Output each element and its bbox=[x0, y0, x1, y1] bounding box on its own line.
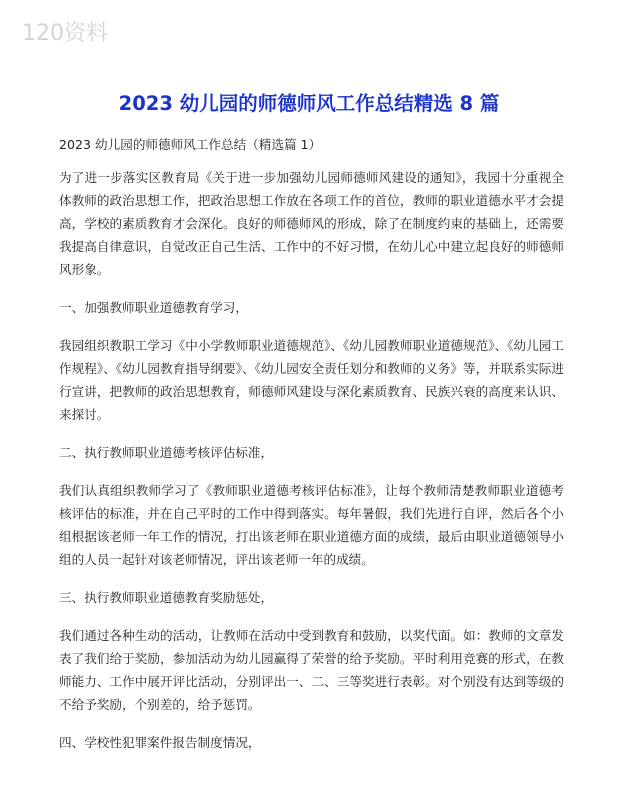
section-heading-1: 一、加强教师职业道德教育学习， bbox=[59, 300, 248, 315]
watermark: 120资料 bbox=[22, 21, 108, 46]
document-body bbox=[59, 133, 564, 769]
section-heading-2: 二、执行教师职业道德考核评估标准， bbox=[59, 445, 274, 460]
section-paragraph-3: 我们通过各种生动的活动，让教师在活动中受到教育和鼓励，以奖代面。如：教师的文章发表了我们给于奖励，参加活动为幼儿园赢得了荣誉的给予奖励。平时利用竞赛的形式，在教师能力、工作中展开评比活动，分别评出一、二、三等奖进行表彰。对个别没有达到等级的不给予奖励，个别差的，给予惩罚。 bbox=[59, 628, 564, 712]
document-title: 2023 幼儿园的师德师风工作总结精选 8 篇 bbox=[118, 92, 500, 115]
section-subtitle: 2023 幼儿园的师德师风工作总结（精选篇 1） bbox=[59, 137, 322, 152]
section-heading-3: 三、执行教师职业道德教育奖励惩处， bbox=[59, 590, 274, 605]
section-paragraph-2: 我们认真组织教师学习了《教师职业道德考核评估标准》，让每个教师清楚教师职业道德考核评估的标准，并在自己平时的工作中得到落实。每年暑假，我们先进行自评，然后各个小组根据该老师一年工作的情况，打出该老师在职业道德方面的成绩，最后由职业道德领导小组的人员一起针对该老师情况，评出该老师一年的成绩。 bbox=[59, 483, 564, 567]
intro-paragraph: 为了进一步落实区教育局《关于进一步加强幼儿园师德师风建设的通知》，我园十分重视全体教师的政治思想工作，把政治思想工作放在各项工作的首位，教师的职业道德水平才会提高，学校的素质教育才会深化。良好的师德师风的形成，除了在制度约束的基础上，还需要我提高自律意识，自觉改正自己生活、工作中的不好习惯，在幼儿心中建立起良好的师德师风形象。 bbox=[59, 170, 564, 277]
section-heading-4: 四、学校性犯罪案件报告制度情况， bbox=[59, 735, 261, 750]
section-paragraph-1: 我园组织教职工学习《中小学教师职业道德规范》、《幼儿园教师职业道德规范》、《幼儿园工作规程》、《幼儿园教育指导纲要》、《幼儿园安全责任划分和教师的义务》等，并联系实际进行宣讲，把教师的政治思想教育，师德师风建设与深化素质教育、民族兴衰的高度来认识、来探讨。 bbox=[59, 338, 564, 422]
